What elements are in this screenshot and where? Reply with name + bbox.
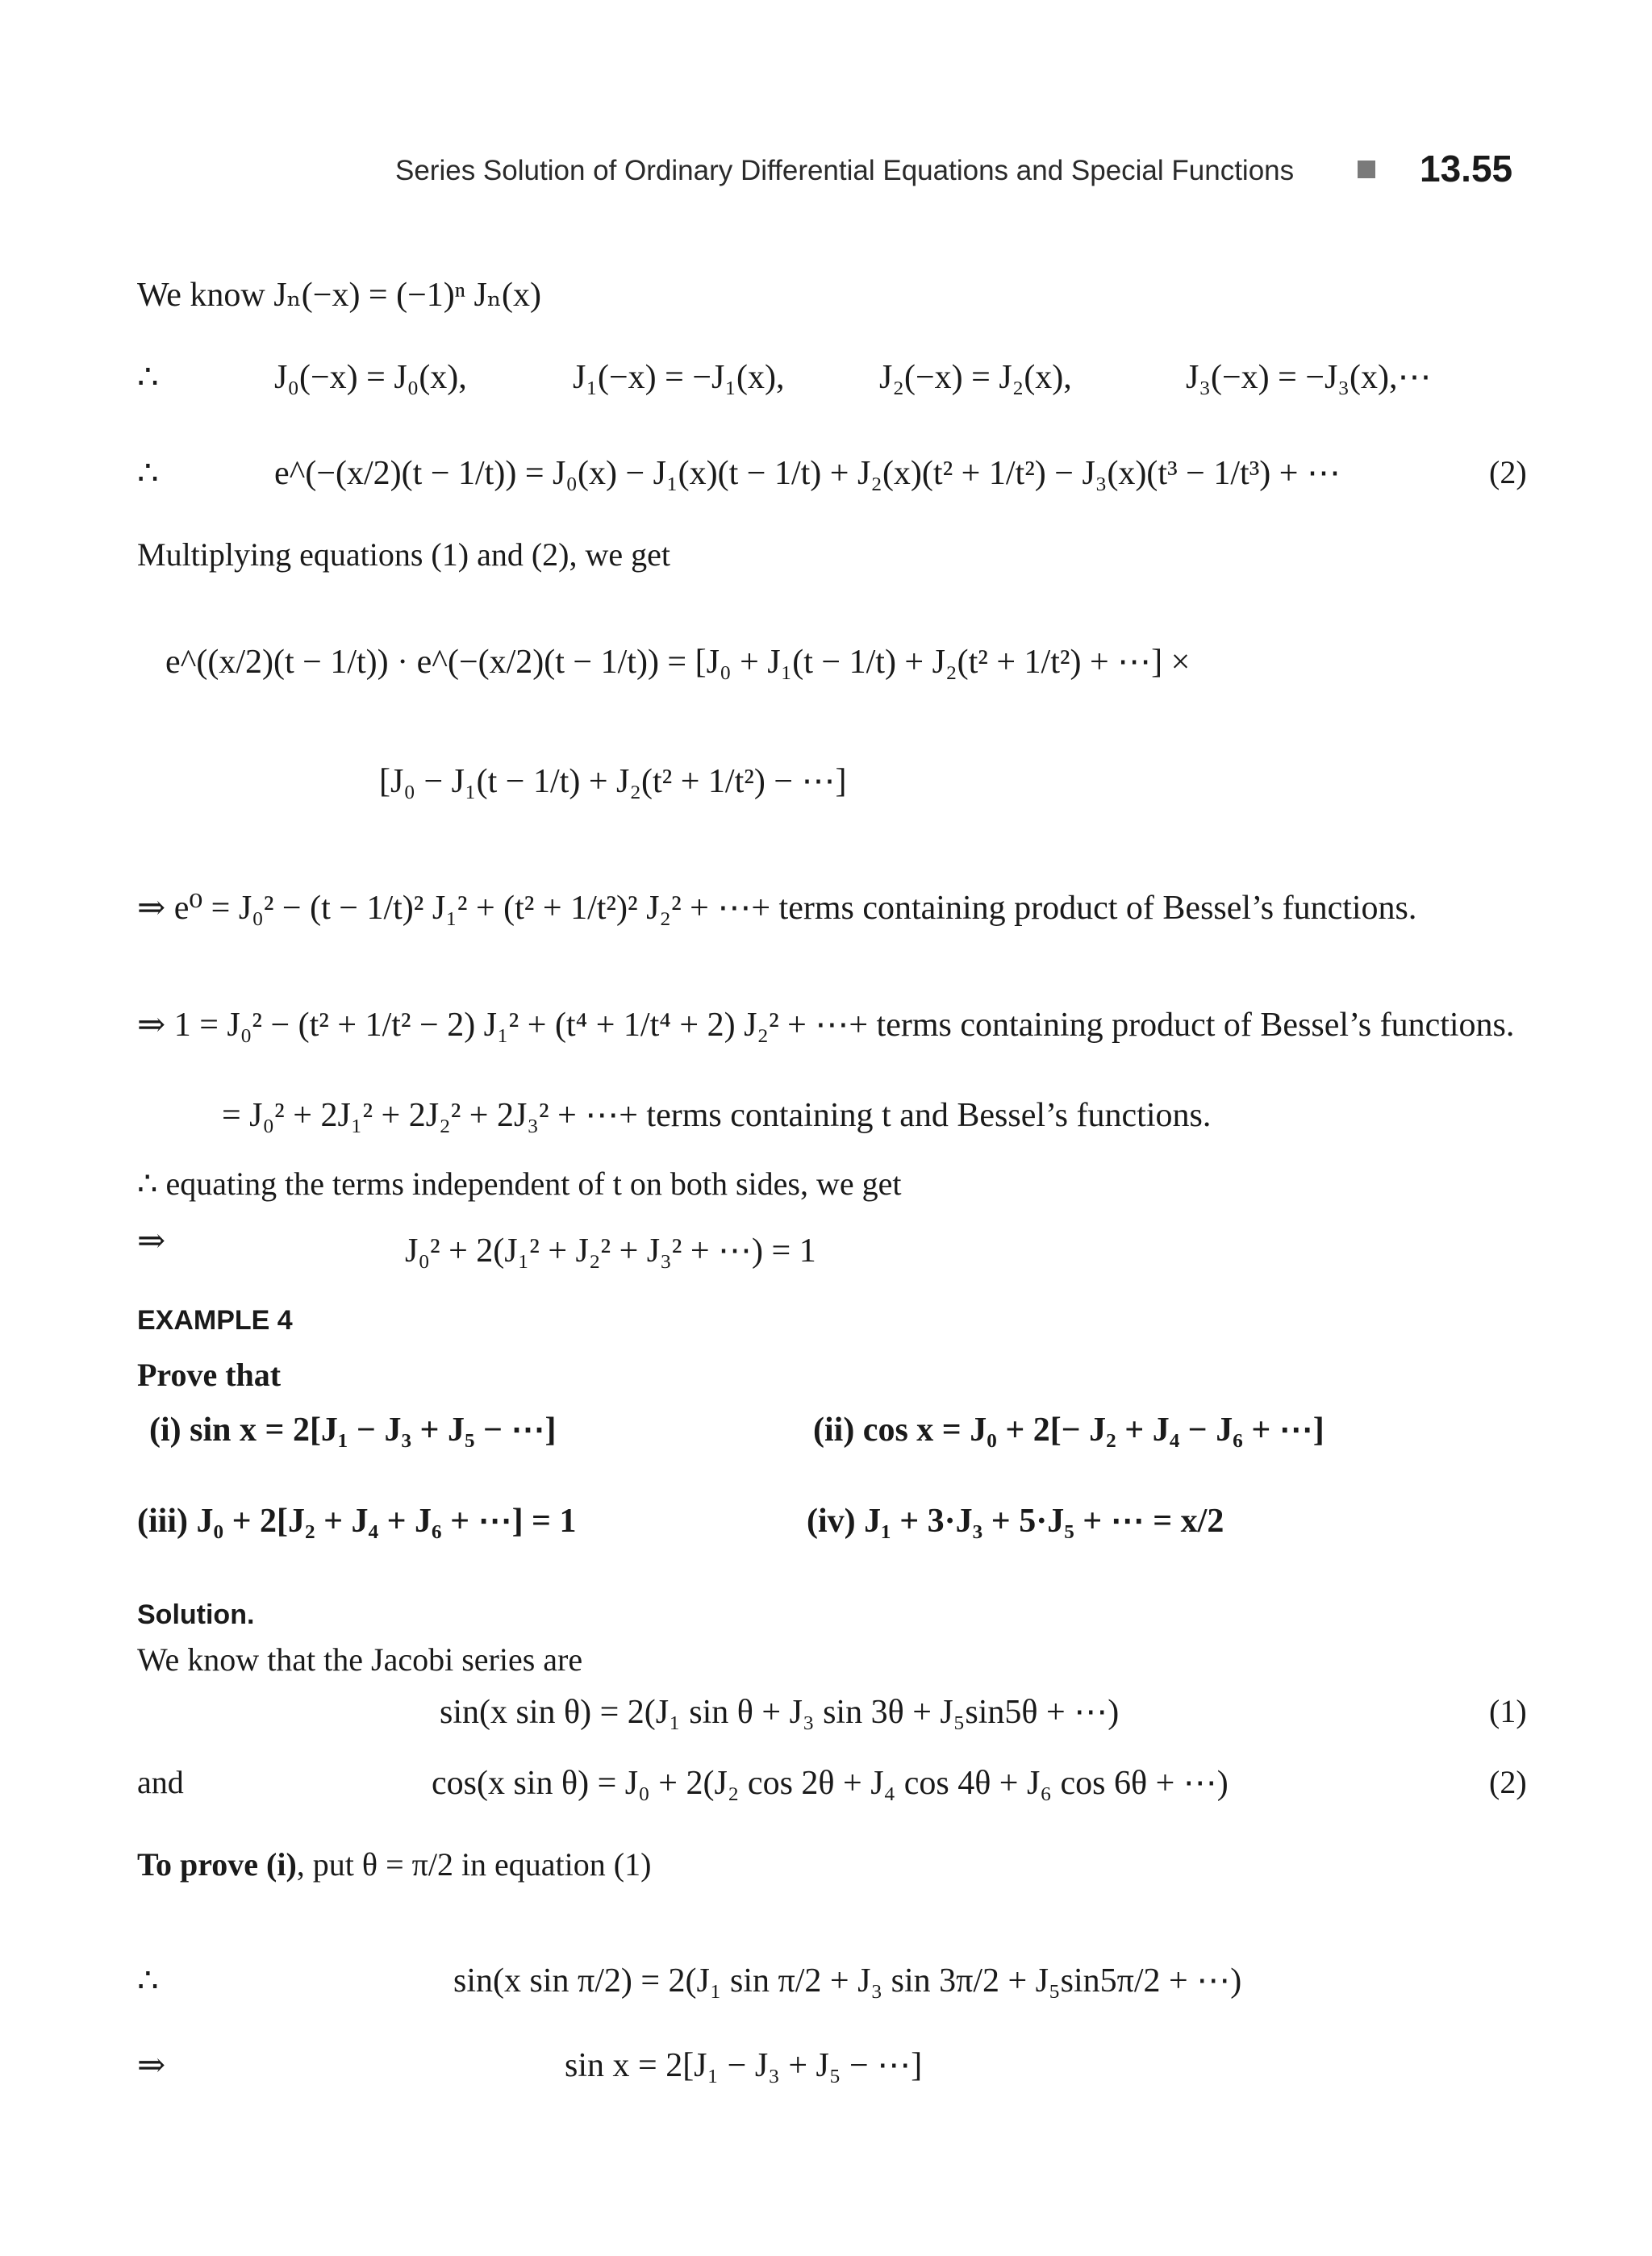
eq-j3-odd: J₃(−x) = −J₃(x),⋯ xyxy=(1186,359,1432,396)
line-we-know: We know Jₙ(−x) = (−1)ⁿ Jₙ(x) xyxy=(137,277,541,314)
equation-number: (2) xyxy=(1489,454,1527,490)
product-equation-second-factor: [J₀ − J₁(t − 1/t) + J₂(t² + 1/t²) − ⋯] xyxy=(379,763,847,800)
expansion-e0: ⇒ e⁰ = J₀² − (t − 1/t)² J₁² + (t² + 1/t²)² J₂² + ⋯+ terms containing product of Bessel’s functions. xyxy=(137,890,1417,927)
prove-part-i-text: , put θ = π/2 in equation (1) xyxy=(296,1846,652,1883)
header-square-icon xyxy=(1358,161,1375,178)
implies-symbol: ⇒ xyxy=(137,1223,166,1260)
substitution-equation: sin(x sin π/2) = 2(J₁ sin π/2 + J₃ sin 3π/2 + J₅sin5π/2 + ⋯) xyxy=(453,1962,1242,2000)
product-equation: e^((x/2)(t − 1/t)) · e^(−(x/2)(t − 1/t)) = [J₀ + J₁(t − 1/t) + J₂(t² + 1/t²) + ⋯] × xyxy=(165,644,1191,681)
expansion-one: ⇒ 1 = J₀² − (t² + 1/t² − 2) J₁² + (t⁴ + 1/t⁴ + 2) J₂² + ⋯+ terms containing product of Bessel’s functions. xyxy=(137,1007,1515,1044)
page-number: 13.55 xyxy=(1420,148,1513,190)
therefore-symbol: ∴ xyxy=(137,1962,159,2000)
example-part-ii: (ii) cos x = J₀ + 2[− J₂ + J₄ − J₆ + ⋯] xyxy=(813,1412,1325,1449)
prove-part-i-line xyxy=(137,1846,652,1883)
example-part-iv: (iv) J₁ + 3·J₃ + 5·J₅ + ⋯ = x/2 xyxy=(807,1503,1224,1540)
example-heading: EXAMPLE 4 xyxy=(137,1305,293,1336)
text-and: and xyxy=(137,1764,184,1800)
eq-j1-odd: J₁(−x) = −J₁(x), xyxy=(573,359,785,396)
solution-intro: We know that the Jacobi series are xyxy=(137,1641,583,1678)
equation-number: (2) xyxy=(1489,1764,1527,1800)
equation-number: (1) xyxy=(1489,1693,1527,1729)
jacobi-series-sin: sin(x sin θ) = 2(J₁ sin θ + J₃ sin 3θ + J₅sin5θ + ⋯) xyxy=(440,1694,1120,1731)
jacobi-series-cos: cos(x sin θ) = J₀ + 2(J₂ cos 2θ + J₄ cos 4θ + J₆ cos 6θ + ⋯) xyxy=(432,1765,1229,1802)
generating-function-negative: e^(−(x/2)(t − 1/t)) = J₀(x) − J₁(x)(t − 1/t) + J₂(x)(t² + 1/t²) − J₃(x)(t³ − 1/t³) + ⋯ xyxy=(274,455,1341,492)
final-result: sin x = 2[J₁ − J₃ + J₅ − ⋯] xyxy=(565,2047,923,2084)
implies-symbol: ⇒ xyxy=(137,2047,166,2084)
example-part-i: (i) sin x = 2[J₁ − J₃ + J₅ − ⋯] xyxy=(149,1412,557,1449)
expansion-simplified: = J₀² + 2J₁² + 2J₂² + 2J₃² + ⋯+ terms containing t and Bessel’s functions. xyxy=(222,1097,1212,1134)
therefore-symbol: ∴ xyxy=(137,455,159,492)
eq-j0-even: J₀(−x) = J₀(x), xyxy=(274,359,467,396)
prove-part-i-label: To prove (i) xyxy=(137,1846,297,1883)
eq-j2-even: J₂(−x) = J₂(x), xyxy=(879,359,1072,396)
example-part-iii: (iii) J₀ + 2[J₂ + J₄ + J₆ + ⋯] = 1 xyxy=(137,1503,577,1540)
text-multiplying: Multiplying equations (1) and (2), we get xyxy=(137,536,670,573)
prove-that: Prove that xyxy=(137,1357,282,1393)
solution-heading: Solution. xyxy=(137,1599,255,1630)
text-equating-terms: ∴ equating the terms independent of t on both sides, we get xyxy=(137,1166,902,1202)
running-title: Series Solution of Ordinary Differential Equations and Special Functions xyxy=(395,155,1295,186)
therefore-symbol: ∴ xyxy=(137,359,159,396)
result-identity: J₀² + 2(J₁² + J₂² + J₃² + ⋯) = 1 xyxy=(405,1232,816,1270)
